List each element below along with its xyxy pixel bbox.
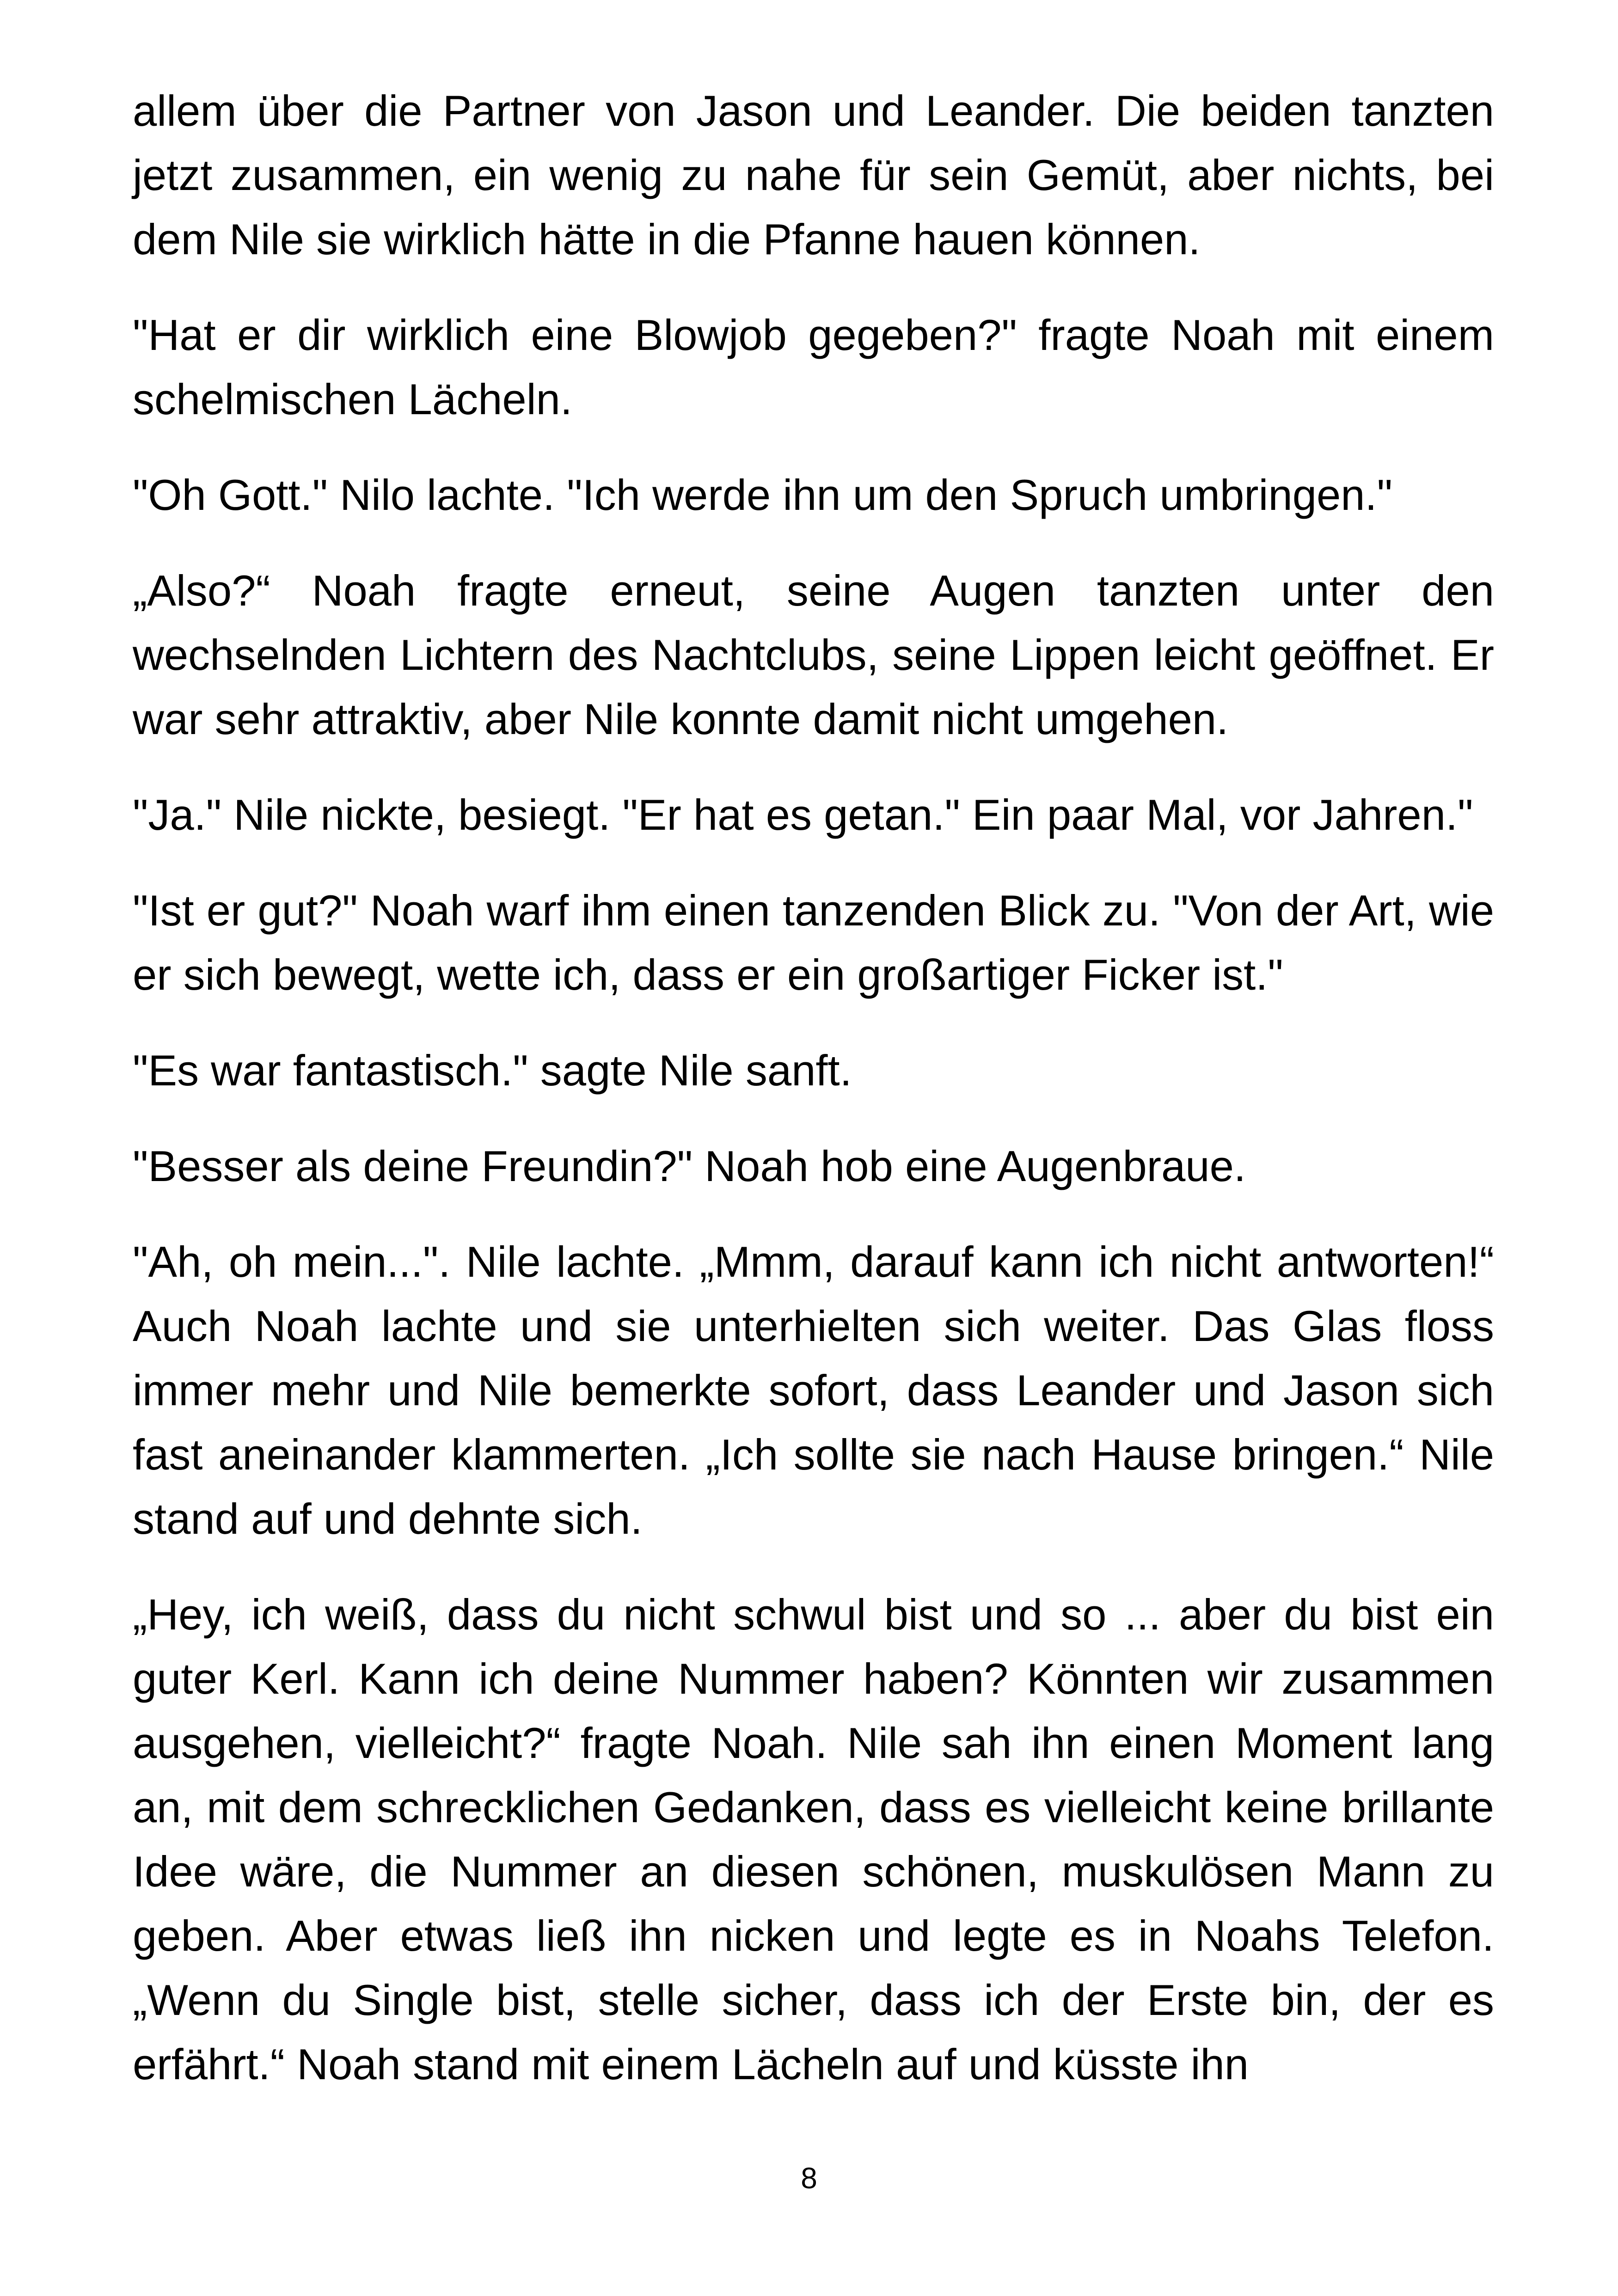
page-number: 8	[801, 2161, 817, 2195]
paragraph: „Also?“ Noah fragte erneut, seine Augen tanzten unter den wechselnden Lichtern des Nachtclubs, seine Lippen leicht geöffnet. Er war sehr attraktiv, aber Nile konnte damit nicht umgehen.	[133, 566, 1494, 743]
paragraph: allem über die Partner von Jason und Leander. Die beiden tanzten jetzt zusammen, ein wenig zu nahe für sein Gemüt, aber nichts, bei dem Nile sie wirklich hätte in die Pfanne hauen können.	[133, 86, 1494, 263]
paragraph: "Hat er dir wirklich eine Blowjob gegeben?" fragte Noah mit einem schelmischen Lächeln.	[133, 311, 1494, 423]
paragraph: "Ist er gut?" Noah warf ihm einen tanzenden Blick zu. "Von der Art, wie er sich bewegt, wette ich, dass er ein großartiger Ficker ist."	[133, 886, 1494, 999]
paragraph: "Besser als deine Freundin?" Noah hob eine Augenbraue.	[133, 1142, 1246, 1190]
paragraph: "Es war fantastisch." sagte Nile sanft.	[133, 1046, 852, 1095]
paragraph: "Ja." Nile nickte, besiegt. "Er hat es getan." Ein paar Mal, vor Jahren."	[133, 790, 1473, 839]
paragraph: „Hey, ich weiß, dass du nicht schwul bist und so ... aber du bist ein guter Kerl. Kann ich deine Nummer haben? Könnten wir zusammen ausgehen, vielleicht?“ fragte Noah. Nile sah ihn einen Moment lang an, mit dem schrecklichen Gedanken, dass es vielleicht keine brillante Idee wäre, die Nummer an diesen schönen, muskulösen Mann zu geben. Aber etwas ließ ihn nicken und legte es in Noahs Telefon. „Wenn du Single bist, stelle sicher, dass ich der Erste bin, der es erfährt.“ Noah stand mit einem Lächeln auf und küsste ihn	[133, 1590, 1494, 2088]
body-text	[133, 79, 1494, 2128]
paragraph: "Ah, oh mein...". Nile lachte. „Mmm, darauf kann ich nicht antworten!“ Auch Noah lachte und sie unterhielten sich weiter. Das Glas floss immer mehr und Nile bemerkte sofort, dass Leander und Jason sich fast aneinander klammerten. „Ich sollte sie nach Hause bringen.“ Nile stand auf und dehnte sich.	[133, 1237, 1494, 1543]
paragraph: "Oh Gott." Nilo lachte. "Ich werde ihn um den Spruch umbringen."	[133, 471, 1393, 519]
